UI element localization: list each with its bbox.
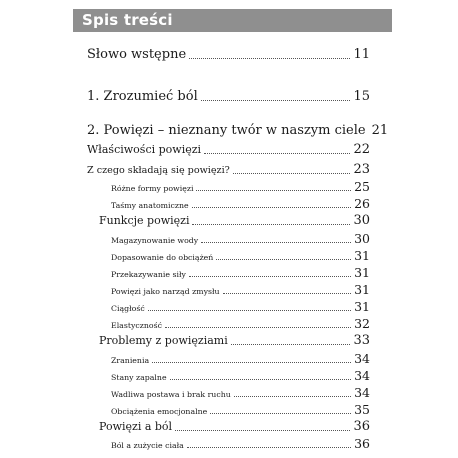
toc-leader-dots [201, 242, 351, 243]
toc-entry-label: Funkcje powięzi [99, 214, 190, 227]
toc-leader-dots [192, 207, 351, 208]
toc-entry[interactable] [99, 333, 370, 348]
toc-leader-dots [189, 276, 351, 277]
toc-entry-page: 36 [353, 419, 370, 434]
toc-leader-dots [234, 396, 351, 397]
toc-entry-label: Zranienia [111, 356, 150, 365]
toc-entry-label: Stany zapalne [111, 373, 167, 382]
toc-entry-page: 34 [354, 351, 370, 366]
toc-entry-page: 34 [354, 368, 370, 383]
toc-entry[interactable] [111, 436, 370, 451]
toc-leader-dots [165, 327, 351, 328]
toc-entry-label: 1. Zrozumieć ból [87, 89, 198, 104]
toc-entry[interactable] [87, 47, 370, 62]
toc-entry[interactable] [99, 213, 370, 228]
toc-entry[interactable] [87, 89, 370, 104]
toc-entry-label: Właściwości powięzi [87, 143, 202, 156]
toc-leader-dots [216, 259, 351, 260]
toc-entry-label: Powięzi jako narząd zmysłu [111, 287, 220, 296]
toc-entry-page: 30 [354, 231, 370, 246]
toc-leader-dots [196, 190, 351, 191]
toc-entry[interactable] [111, 265, 370, 280]
toc-entry-label: Różne formy powięzi [111, 184, 194, 193]
toc-leader-dots [231, 344, 351, 345]
toc-entry-label: Obciążenia emocjonalne [111, 407, 208, 416]
toc-entry[interactable] [87, 123, 389, 138]
toc-entry-page: 25 [354, 179, 370, 194]
toc-leader-dots [175, 430, 350, 431]
toc-entry-page: 34 [354, 385, 370, 400]
toc-entry-label: Powięzi a ból [99, 420, 173, 433]
toc-entry[interactable] [99, 419, 370, 434]
toc-entry-page: 31 [354, 248, 370, 263]
toc-entry-label: Przekazywanie siły [111, 270, 186, 279]
toc-leader-dots [223, 293, 352, 294]
toc-leader-dots [187, 447, 351, 448]
toc-entry-label: Magazynowanie wody [111, 236, 199, 245]
toc-entry-label: Wadliwa postawa i brak ruchu [111, 390, 231, 399]
toc-entry-label: Problemy z powięziami [99, 334, 228, 347]
toc-entry-label: Ból a zużycie ciała [111, 441, 184, 450]
toc-entry-page: 32 [354, 316, 370, 331]
toc-leader-dots [204, 153, 350, 154]
toc-entry-page: 36 [354, 436, 370, 451]
toc-leader-dots [233, 173, 351, 174]
toc-leader-dots [170, 379, 352, 380]
toc-entry-page: 23 [353, 162, 370, 177]
toc-entry-page: 22 [353, 142, 370, 157]
toc-entry[interactable] [111, 231, 370, 246]
toc-entry[interactable] [111, 385, 370, 400]
toc-entry[interactable] [111, 316, 370, 331]
toc-entry-page: 31 [354, 282, 370, 297]
toc-entry-page: 21 [371, 123, 389, 138]
toc-entry[interactable] [111, 179, 370, 194]
toc-entry[interactable] [111, 402, 370, 417]
toc-entry[interactable] [111, 196, 370, 211]
toc-leader-dots [148, 310, 351, 311]
toc-entry-label: Ciągłość [111, 304, 145, 313]
toc-entry-label: Elastyczność [111, 321, 162, 330]
toc-entry-page: 26 [354, 196, 370, 211]
toc-entry-page: 35 [354, 402, 370, 417]
toc-entry-page: 31 [354, 265, 370, 280]
toc-entry-page: 11 [353, 47, 370, 62]
toc-entry[interactable] [111, 351, 370, 366]
toc-leader-dots [152, 362, 351, 363]
toc-entry[interactable] [111, 299, 370, 314]
toc-entry-label: 2. Powięzi – nieznany twór w naszym ciele [87, 123, 366, 138]
toc-entry-page: 15 [353, 89, 370, 104]
toc-leader-dots [210, 413, 351, 414]
toc-entry-label: Taśmy anatomiczne [111, 201, 189, 210]
toc-entry[interactable] [111, 248, 370, 263]
toc-entry-page: 31 [354, 299, 370, 314]
toc-entry-page: 33 [353, 333, 370, 348]
toc-entry[interactable] [87, 162, 370, 177]
toc-leader-dots [201, 100, 351, 101]
toc-entry[interactable] [111, 368, 370, 383]
toc-entry[interactable] [87, 142, 370, 157]
toc-entry[interactable] [111, 282, 370, 297]
toc-entry-label: Słowo wstępne [87, 47, 187, 62]
toc-leader-dots [192, 224, 350, 225]
toc-entry-label: Z czego składają się powięzi? [87, 165, 230, 176]
toc-leader-dots [189, 58, 350, 59]
toc-title: Spis treści [82, 11, 173, 29]
toc-entry-page: 30 [353, 213, 370, 228]
toc-entry-label: Dopasowanie do obciążeń [111, 253, 214, 262]
